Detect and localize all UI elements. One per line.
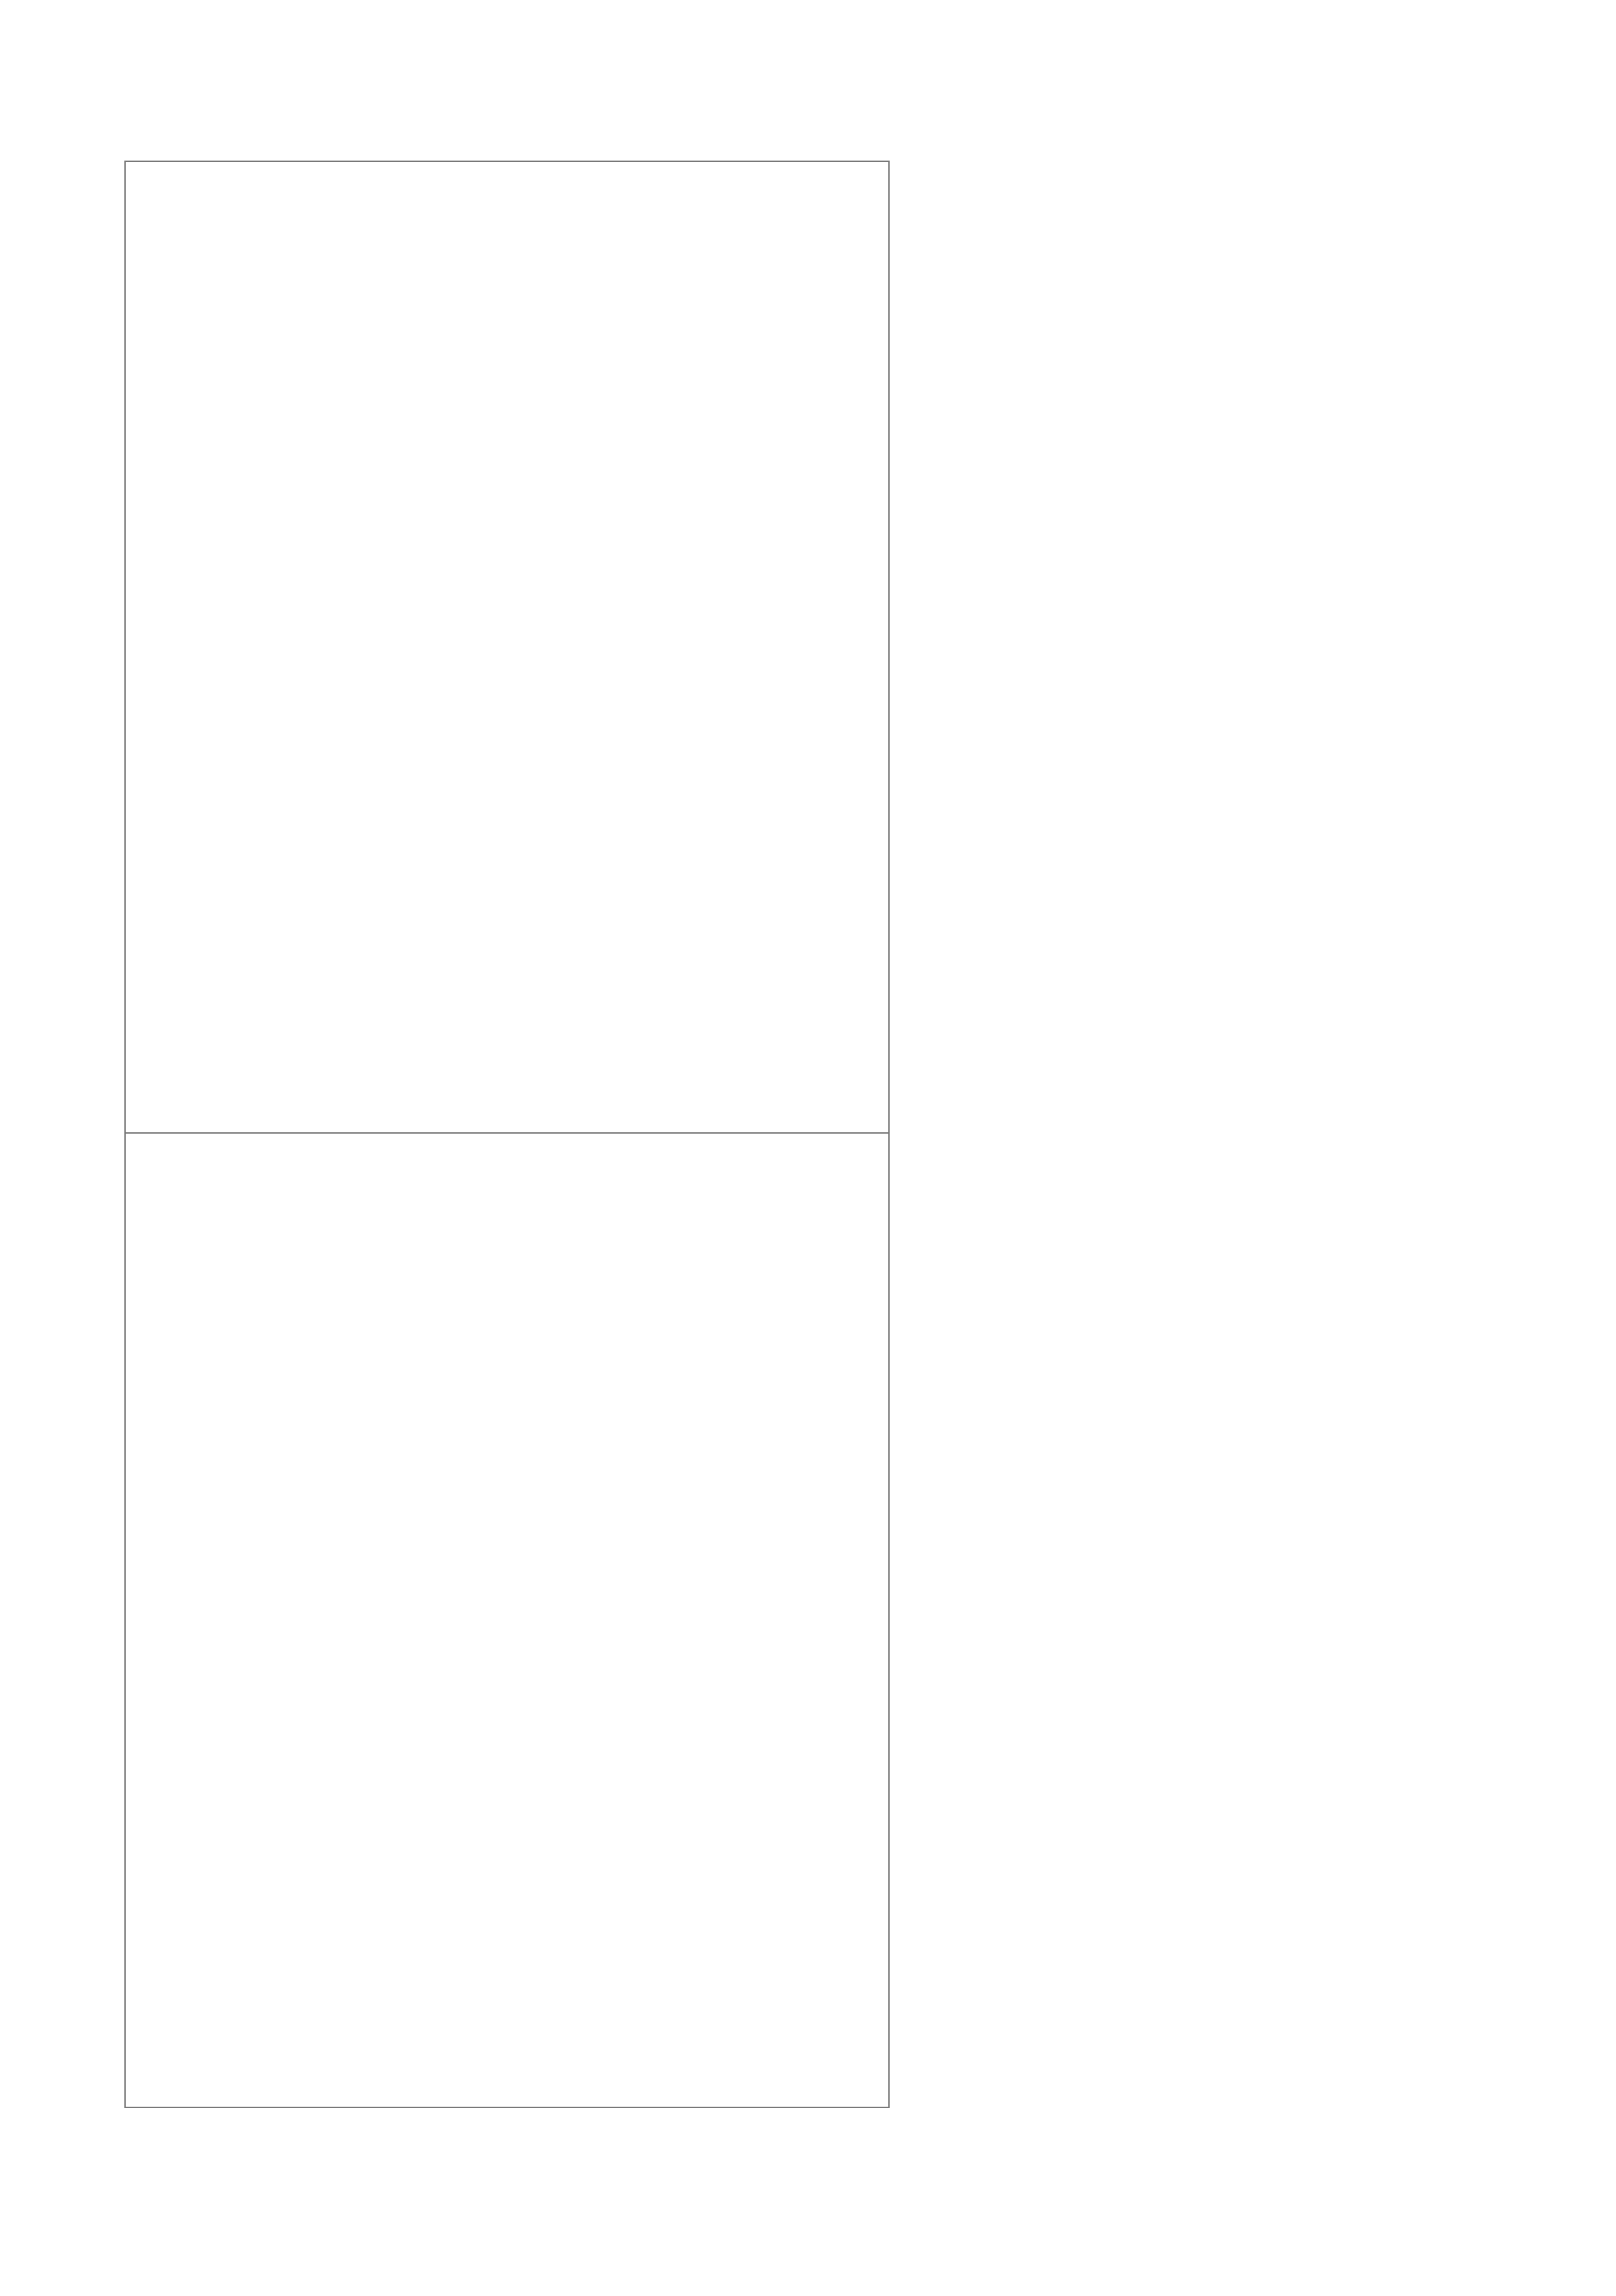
poem-title — [1035, 164, 1445, 239]
mosquito-swarm-bottom — [126, 1132, 888, 2109]
mosquito-drawing-bottom — [126, 1132, 888, 2109]
mosquito-swarm-top — [126, 162, 888, 1132]
mosquito-illustration-panel — [124, 161, 890, 2108]
mosquito-drawing-top — [126, 162, 888, 1132]
